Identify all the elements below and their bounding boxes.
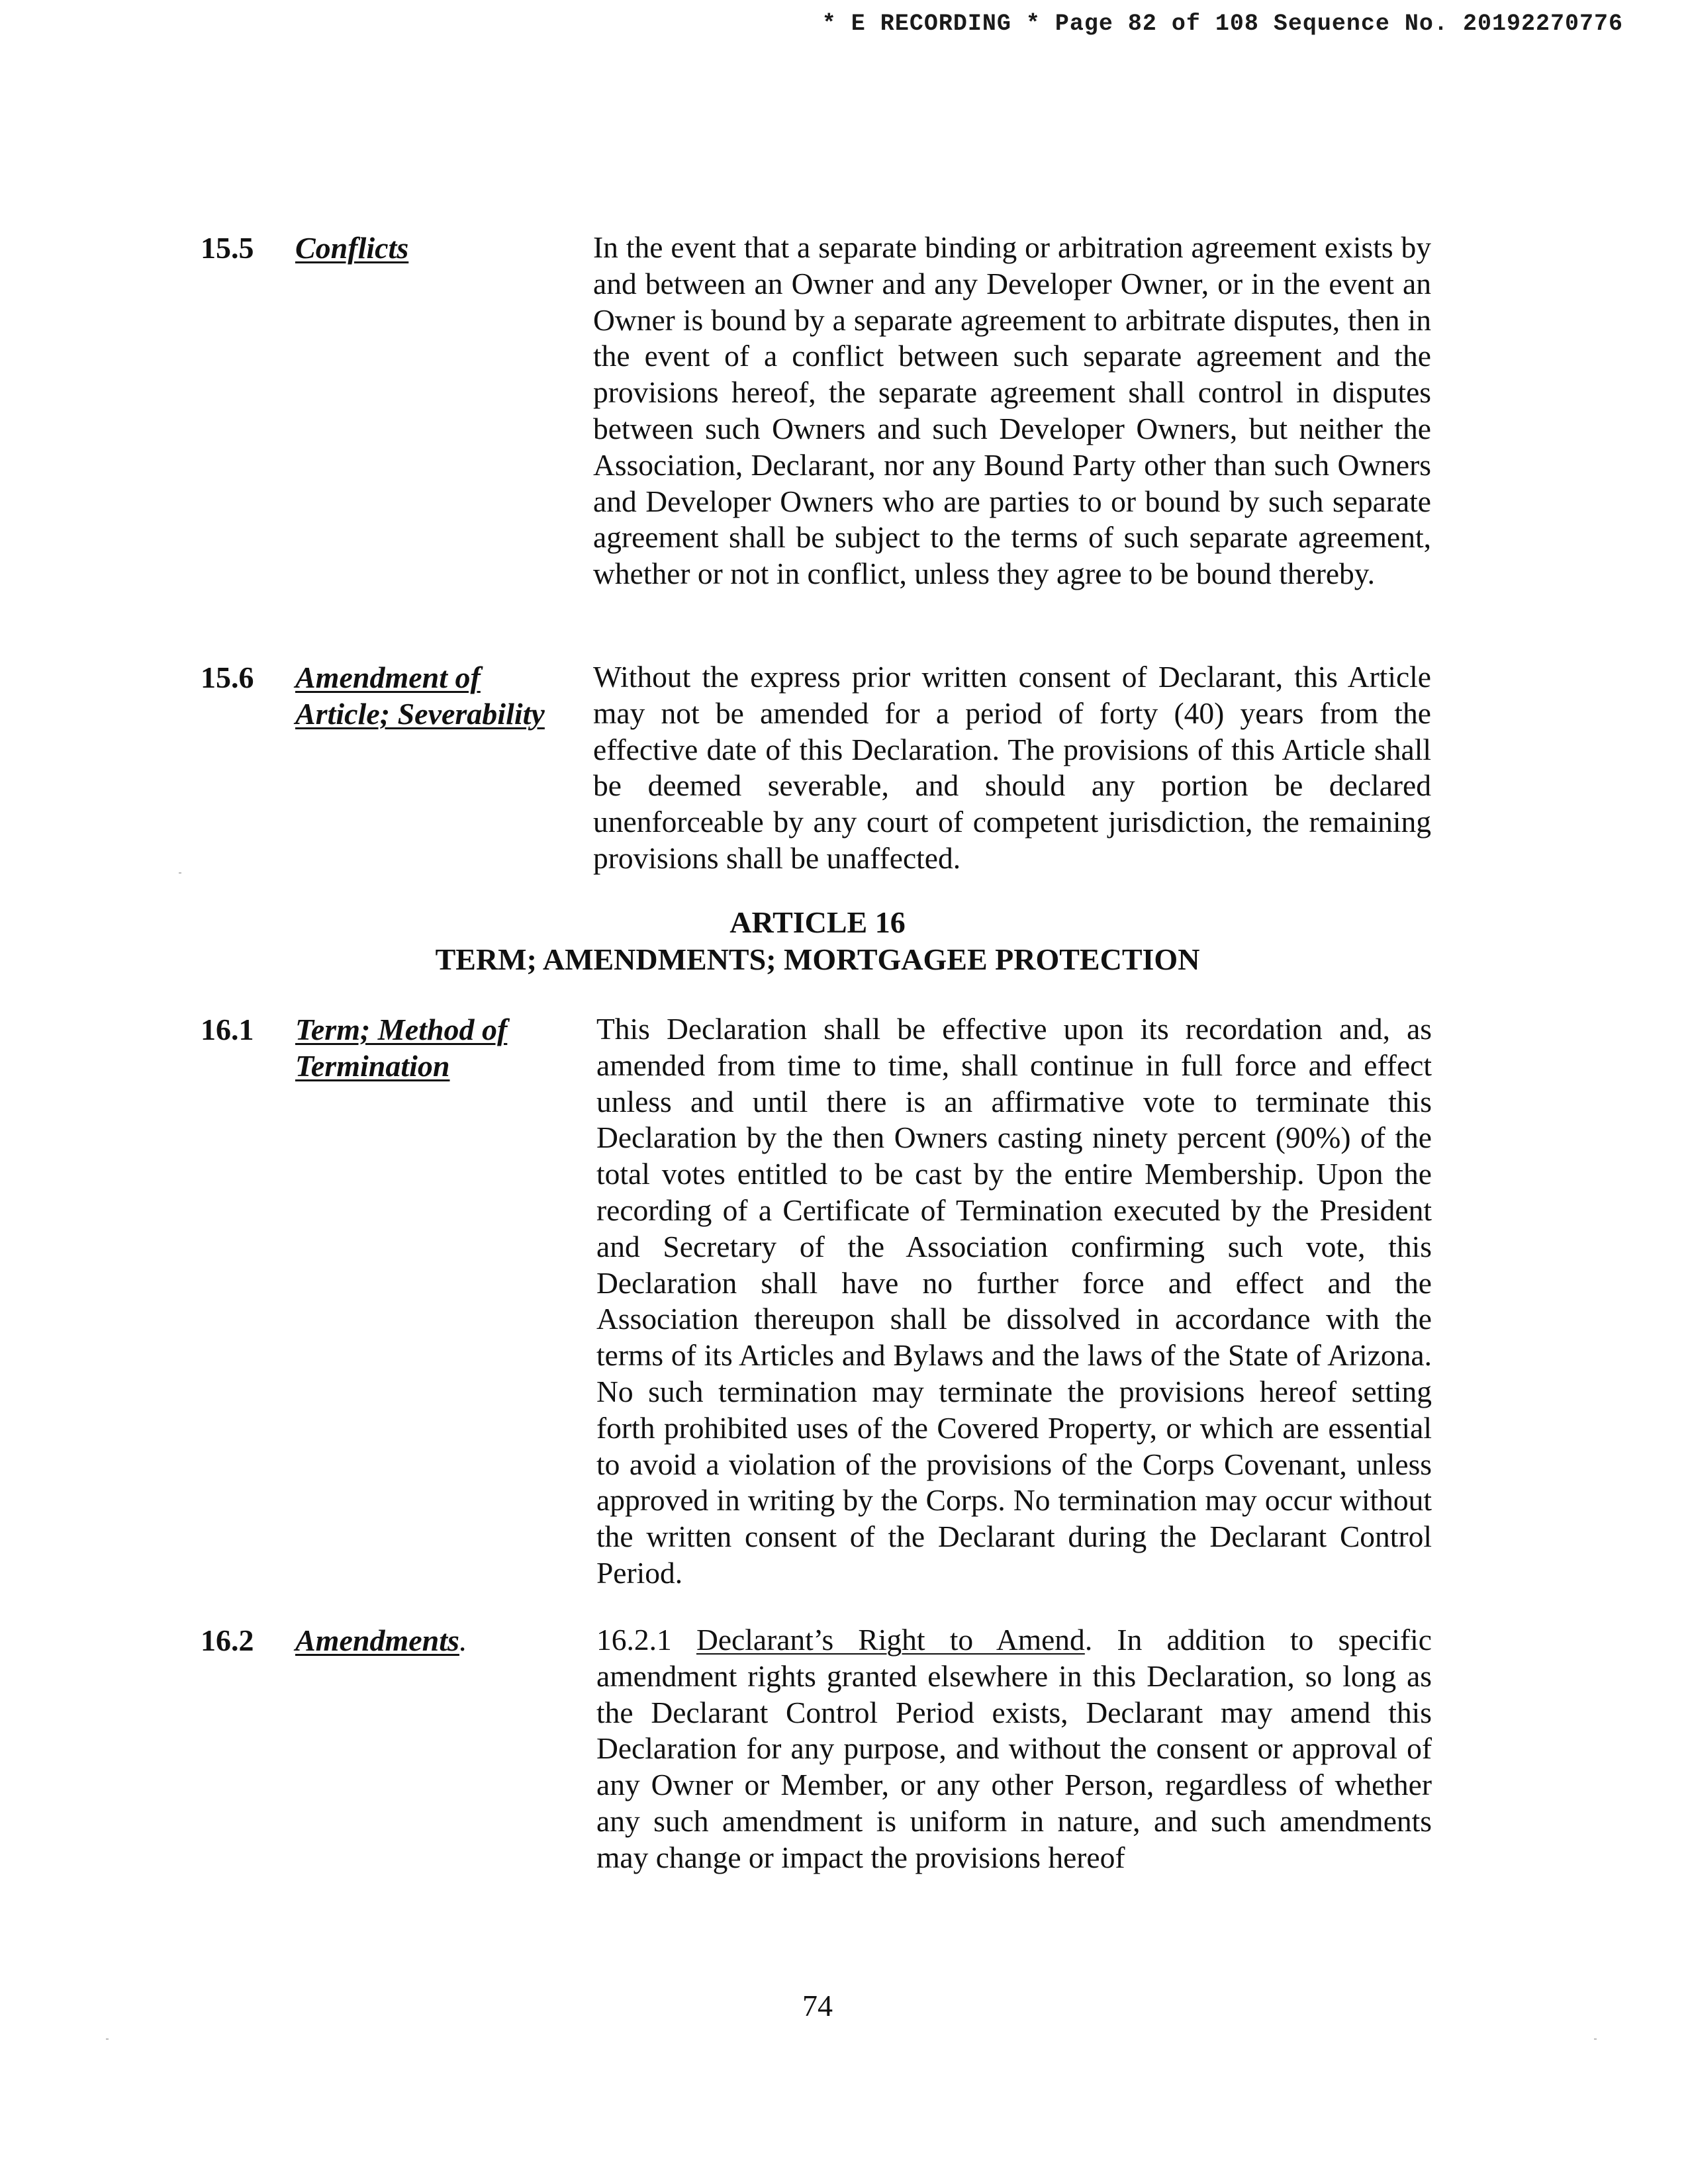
section-number: 15.5 [201,231,254,265]
section-title-line-1: Term; Method of [295,1013,508,1046]
section-body [593,230,1431,592]
section-paragraph: In the event that a separate binding or arbitration agreement exists by and between an Owner and any Developer Owner, or in the event an Owner is bound by a separate agreement to arbitrate disputes, then in the event of a conflict between such separate agreement and the provisions hereof, the separate agreement shall control in disputes between such Owners and such Developer Owners, but neither the Association, Declarant, nor any Bound Party other than such Owners and Developer Owners who are parties to or bound by such separate agreement shall be subject to the terms of such separate agreement, whether or not in conflict, unless they agree to be bound thereby. [593,230,1431,591]
section-body [596,1011,1432,1592]
section-title-text: Amendments [295,1623,459,1657]
scan-speck [106,2038,109,2040]
article-title: TERM; AMENDMENTS; MORTGAGEE PROTECTION [435,942,1200,976]
section-number: 16.2 [201,1623,254,1657]
subsection-text: In addition to specific amendment rights granted elsewhere in this Declaration, so long as the Declarant Control Period exists, Declarant may amend this Declaration for any purpose, and without the consent or approval of any Owner or Member, or any other Person, regardless of whether any such amendment is uniform in nature, and such amendments may change or impact the provisions hereof [596,1623,1432,1874]
scan-speck [1594,2038,1597,2040]
article-label: ARTICLE 16 [729,905,906,939]
section-title [295,1622,573,1659]
section-title-line-1: Amendment of [295,660,481,694]
section-paragraph: This Declaration shall be effective upon its recordation and, as amended from time to time, shall continue in full force and effect unless and until there is an affirmative vote to terminate this Declaration by the then Owners casting ninety percent (90%) of the total votes entitled to be cast by the entire Membership. Upon the recording of a Certificate of Termination executed by the President and Secretary of the Association confirming such vote, this Declaration shall have no further force and effect and the Association thereupon shall be dissolved in accordance with the terms of its Articles and Bylaws and the laws of the State of Arizona. No such termination may terminate the provisions hereof setting forth prohibited uses of the Covered Property, or which are essential to avoid a violation of the provisions of the Corps Covenant, unless approved in writing by the Corps. No termination may occur without the written consent of the Declarant during the Declarant Control Period. [596,1012,1432,1590]
recording-header: * E RECORDING * Page 82 of 108 Sequence No. 20192270776 [821,11,1623,37]
section-title-line-2: Article; Severability [295,697,545,731]
section-paragraph: Without the express prior written consent of Declarant, this Article may not be amended for a period of forty (40) years from the effective date of this Declaration. The provisions of this Article shall be deemed severable, and should any portion be declared unenforceable by any court of competent jurisdiction, the remaining provisions shall be unaffected. [593,660,1431,875]
page-number: 74 [802,1989,833,2023]
section-title [295,659,573,732]
section-title [295,1011,573,1084]
section-number: 16.1 [201,1013,254,1046]
subsection-number: 16.2.1 [596,1623,672,1657]
section-title-text: Conflicts [295,231,409,265]
section-number: 15.6 [201,660,254,694]
subsection-title-suffix: . [1084,1623,1093,1657]
section-body [593,659,1431,877]
section-title-line-2: Termination [295,1049,450,1083]
subsection-title: Declarant’s Right to Amend [696,1623,1085,1657]
section-body [596,1622,1432,1876]
section-title-suffix: . [459,1623,467,1657]
section-title [295,230,573,266]
scan-speck [179,872,181,874]
section-paragraph [596,1622,1432,1876]
